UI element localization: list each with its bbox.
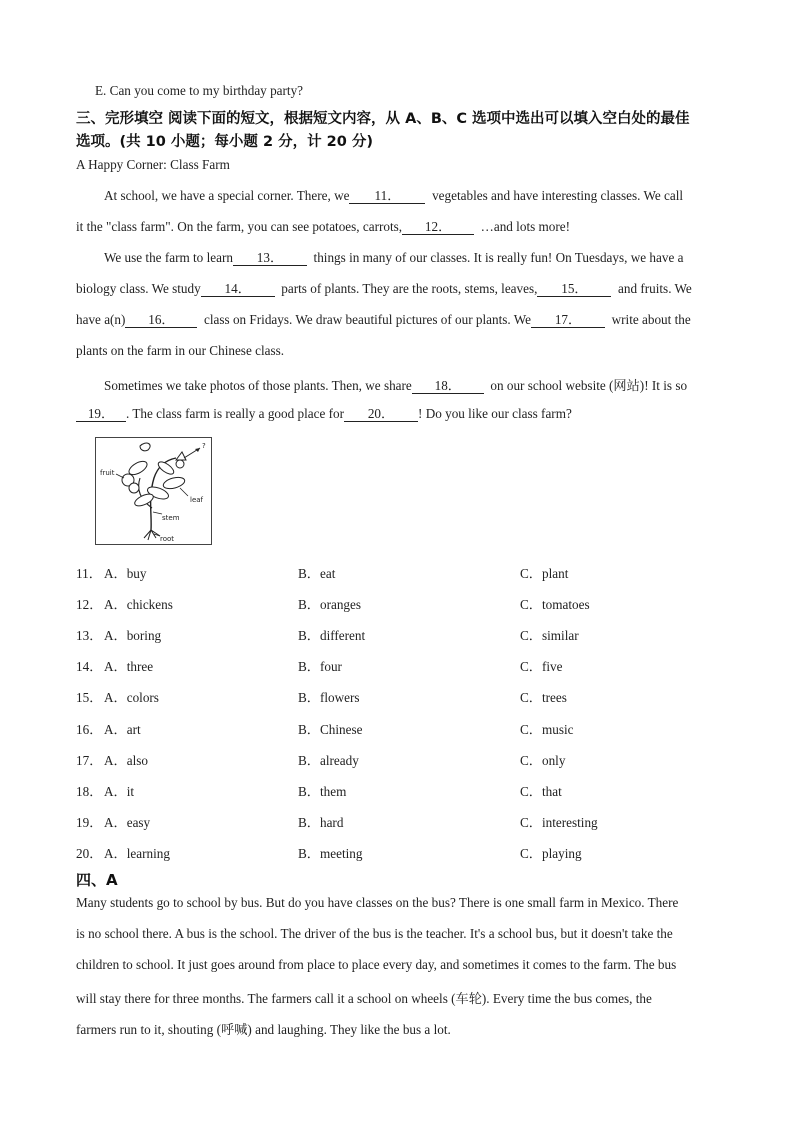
question-number: 18． bbox=[76, 784, 103, 799]
question-number: 15． bbox=[76, 690, 103, 705]
leaf-shape bbox=[162, 475, 186, 490]
flower-petal bbox=[176, 452, 186, 460]
option-a[interactable]: A．also bbox=[104, 753, 148, 768]
p2-text-g: have a(n) bbox=[76, 312, 126, 327]
fruit-pointer bbox=[116, 474, 124, 478]
option-b[interactable]: B．hard bbox=[298, 815, 344, 830]
label-fruit: fruit bbox=[100, 469, 115, 477]
option-a[interactable]: A．learning bbox=[104, 846, 170, 861]
label-root: root bbox=[160, 535, 175, 543]
option-b[interactable]: B．different bbox=[298, 628, 366, 643]
option-c[interactable]: C．tomatoes bbox=[520, 597, 590, 612]
option-c[interactable]: C．that bbox=[520, 784, 562, 799]
option-b[interactable]: B．already bbox=[298, 753, 359, 768]
option-b[interactable]: B．four bbox=[298, 659, 342, 674]
option-c[interactable]: C．music bbox=[520, 722, 574, 737]
option-a[interactable]: A．it bbox=[104, 784, 135, 799]
p2-line2 bbox=[76, 281, 692, 297]
label-stem: stem bbox=[162, 514, 180, 522]
bud-shape bbox=[140, 443, 150, 451]
option-a[interactable]: A．easy bbox=[104, 815, 151, 830]
label-question: ? bbox=[202, 442, 206, 450]
question-number: 17． bbox=[76, 753, 103, 768]
option-a[interactable]: A．three bbox=[104, 659, 154, 674]
p2-line4: plants on the farm in our Chinese class. bbox=[76, 343, 285, 358]
p2-text-h: class on Fridays. We draw beautiful pictures of our plants. We bbox=[204, 312, 532, 327]
p2-text-f: and fruits. We bbox=[618, 281, 692, 296]
p2-text-i: write about the bbox=[611, 312, 691, 327]
p2-text-c: things in many of our classes. It is really fun! On Tuesdays, we have a bbox=[313, 250, 684, 265]
p3-text-a: Sometimes we take photos of those plants. Then, we share bbox=[104, 378, 412, 393]
question-number: 14． bbox=[76, 659, 103, 674]
p2-text-e: parts of plants. They are the roots, stems, leaves, bbox=[281, 281, 538, 296]
passage-line: Many students go to school by bus. But do you have classes on the bus? There is one small farm in Mexico. There bbox=[76, 895, 679, 910]
leaf-shape bbox=[133, 492, 155, 509]
p2-text-a: We use the farm to learn bbox=[104, 250, 233, 265]
section3-heading-cont: 选项。(共 10 小题；每小题 2 分，计 20 分) bbox=[76, 134, 373, 150]
question-number: 13． bbox=[76, 628, 103, 643]
option-c[interactable]: C．playing bbox=[520, 846, 582, 861]
blank-17[interactable]: 17． bbox=[531, 313, 605, 328]
plant-diagram bbox=[95, 437, 212, 545]
option-c[interactable]: C．five bbox=[520, 659, 563, 674]
p1-text-a: At school, we have a special corner. There, we bbox=[104, 188, 350, 203]
option-a[interactable]: A．art bbox=[104, 722, 141, 737]
p1-text-d: it the "class farm". On the farm, you can see potatoes, carrots, bbox=[76, 219, 403, 234]
option-b[interactable]: B．Chinese bbox=[298, 722, 363, 737]
p3-text-e: ! Do you like our class farm? bbox=[418, 406, 572, 421]
section3-heading: 三、完形填空 阅读下面的短文，根据短文内容，从 A、B、C 选项中选出可以填入空白处的最佳 bbox=[76, 111, 690, 127]
option-c[interactable]: C．only bbox=[520, 753, 566, 768]
p1-line2 bbox=[76, 219, 570, 235]
p2-text-d: biology class. We study bbox=[76, 281, 201, 296]
p1-line1 bbox=[104, 188, 683, 204]
fruit-shape bbox=[129, 483, 139, 493]
option-b[interactable]: B．them bbox=[298, 784, 347, 799]
passage-line: farmers run to it, shouting (呼喊) and laughing. They like the bus a lot. bbox=[76, 1022, 451, 1037]
passage-line: children to school. It just goes around from place to place every day, and sometimes it comes to the farm. The bus bbox=[76, 957, 677, 972]
plant-illustration bbox=[96, 438, 211, 544]
question-number: 12． bbox=[76, 597, 103, 612]
option-b[interactable]: B．oranges bbox=[298, 597, 361, 612]
passage-line: will stay there for three months. The farmers call it a school on wheels (车轮). Every time the bus comes, the bbox=[76, 991, 652, 1006]
option-c[interactable]: C．interesting bbox=[520, 815, 598, 830]
blank-16[interactable]: 16． bbox=[125, 313, 197, 328]
p1-text-e: …and lots more! bbox=[480, 219, 571, 234]
option-b[interactable]: B．flowers bbox=[298, 690, 360, 705]
blank-18[interactable]: 18． bbox=[412, 379, 484, 394]
option-a[interactable]: A．buy bbox=[104, 566, 147, 581]
leaf-pointer bbox=[180, 488, 188, 496]
blank-20[interactable]: 20． bbox=[344, 407, 418, 422]
blank-15[interactable]: 15． bbox=[537, 282, 611, 297]
label-leaf: leaf bbox=[190, 496, 204, 504]
p2-line1 bbox=[104, 250, 683, 266]
option-a[interactable]: A．chickens bbox=[104, 597, 173, 612]
blank-19[interactable]: 19． bbox=[76, 407, 126, 422]
question-number: 16． bbox=[76, 722, 103, 737]
option-a[interactable]: A．boring bbox=[104, 628, 162, 643]
passage-title: A Happy Corner: Class Farm bbox=[76, 157, 230, 172]
question-number: 11． bbox=[76, 566, 102, 581]
passage-line: is no school there. A bus is the school. The driver of the bus is the teacher. It's a school bus, but it doesn't take the bbox=[76, 926, 673, 941]
question-number: 20． bbox=[76, 846, 103, 861]
option-c[interactable]: C．trees bbox=[520, 690, 567, 705]
option-b[interactable]: B．meeting bbox=[298, 846, 363, 861]
p2-line3 bbox=[76, 312, 691, 328]
blank-14[interactable]: 14． bbox=[201, 282, 275, 297]
flower-shape bbox=[176, 460, 184, 468]
option-b[interactable]: B．eat bbox=[298, 566, 336, 581]
p1-text-c: vegetables and have interesting classes. We call bbox=[432, 188, 684, 203]
p3-line1 bbox=[104, 375, 687, 394]
stem-pointer bbox=[153, 512, 162, 514]
option-c[interactable]: C．plant bbox=[520, 566, 569, 581]
option-c[interactable]: C．similar bbox=[520, 628, 579, 643]
option-e-text: E. Can you come to my birthday party? bbox=[95, 83, 304, 98]
p3-text-d: . The class farm is really a good place for bbox=[126, 406, 344, 421]
section4-heading: 四、A bbox=[76, 871, 118, 889]
blank-11[interactable]: 11． bbox=[349, 189, 425, 204]
question-number: 19． bbox=[76, 815, 103, 830]
blank-13[interactable]: 13． bbox=[233, 251, 307, 266]
arrow-head bbox=[195, 448, 200, 452]
blank-12[interactable]: 12． bbox=[402, 220, 474, 235]
option-a[interactable]: A．colors bbox=[104, 690, 159, 705]
p3-text-c: on our school website (网站)! It is so bbox=[490, 378, 688, 393]
p3-line2 bbox=[76, 406, 572, 422]
